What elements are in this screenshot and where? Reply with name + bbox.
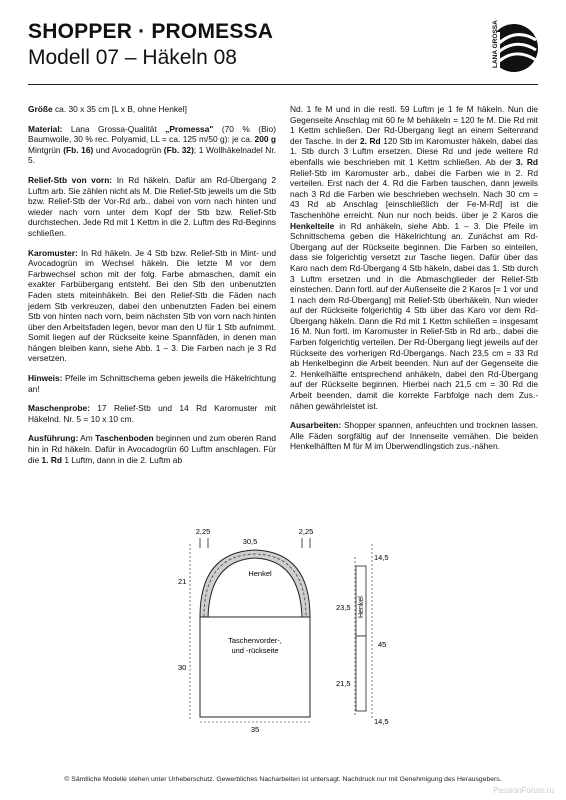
- logo-text: LANA GROSSA: [492, 20, 499, 68]
- maschenprobe-paragraph: Maschenprobe: 17 Relief-Stb und 14 Rd Karomuster mit Häkelnd. Nr. 5 = 10 x 10 cm.: [28, 403, 276, 424]
- page-subtitle: Modell 07 – Häkeln 08: [28, 46, 237, 69]
- page-title: SHOPPER · PROMESSA: [28, 20, 274, 43]
- side-top-dim: 14,5: [374, 553, 389, 562]
- groesse-paragraph: Größe ca. 30 x 35 cm [L x B, ohne Henkel]: [28, 104, 187, 114]
- body-label-2: und -rückseite: [231, 646, 279, 655]
- side-bottom-dim: 14,5: [374, 717, 389, 726]
- body-label-1: Taschenvorder-,: [228, 636, 282, 645]
- handle-shape: [200, 550, 310, 617]
- dim-bottom-width: 35: [250, 725, 260, 732]
- hinweis-paragraph: Hinweis: Pfeile im Schnittschema geben jeweils die Häkelrichtung an!: [28, 373, 276, 394]
- side-dim-23: 23,5: [336, 603, 351, 612]
- side-handle-label: Henkel: [358, 596, 365, 618]
- instructions-paragraph: Nd. 1 fe M und in die restl. 59 Luftm je 1 fe M häkeln. Nun die Gegenseite Anschlag mit 60 fe M behäkeln = 120 fe M. Die Rd mit 1 Kettm schließen. Der Rd-Übergang liegt an einem Seitenrand der Tasche. In der 2. Rd 120 Stb im Karomuster häkeln, dabei das 1. Stb durch 3 Luftm ersetzen. Diese Rd und jede weitere Rd ebenfalls wie beschrieben mit 1 Kettm schließen. Ab der 3. Rd Relief-Stb im Karomuster arb., dabei die Farben wie in 2. Rd verteilen. Erst nach der 4. Rd die Farben tauschen, dann jeweils nach 3 Rd die Farben wie beschrieben wechseln. Nach 30 cm = 43 Rd ab Anschlag [einschließlich der Fe-M-Rd] ist die Taschenhöhe erreicht. Nun nur noch beids. über je 2 Karos die Henkelteile in Rd anhäkeln, siehe Abb. 1 – 3. Die Pfeile im Schnittschema geben die Häkelrichtung an. Zunächst am Rd-Übergang auf der Rückseite beginnen. Die Farben so einteilen, dass sie folgerichtig versetzt zur Tasche liegen. Dafür über das Karo nach dem Rd-Übergang 4 Stb häkeln, dabei das 1. Stb durch 3 Luftm ersetzen und in die Abmaschglieder der Relief-Stb einstechen. Dann fortl. auf der Außenseite die 2 Karos [= 1 vor und 1 nach dem Rd-Übergang] mit Relief-Stb überhäkeln. Nun wieder auf der Rückseite folgerichtig 4 Stb über das Karo vor dem Rd-Übergang häkeln. Dann die Rd mit 1 Kettm schließen = insgesamt 16 M. Nun fortl. im Karomuster in Relief-Stb in Rd arb., dabei die Farben folgerichtig verteilen. Der Rd-Übergang liegt jeweils auf der Rückseite des vorherigen Rd-Übergangs. Nach 23,5 cm = 33 Rd ab Henkelbeginn die Arbeit beenden. Nun auf der Gegenseite die 2. Henkelhälfte entsprechend anhäkeln, dabei den Rd-Übergang auf der Rückseite beginnen. Hierbei nach 21,5 cm = 30 Rd die Arbeit beenden, damit die korrekte Farbfolge nach dem Zus.-nähen gewährleistet ist.: [290, 104, 538, 411]
- ausarbeiten-paragraph: Ausarbeiten: Shopper spannen, anfeuchten und trocknen lassen. Alle Fäden sorgfältig auf der Innenseite vernähen. Die beiden Henkelhälften M für M im Überwendlingstich zus.-nähen.: [290, 420, 538, 452]
- lana-grossa-logo: [486, 18, 538, 76]
- dim-top-left: 2,25: [195, 527, 211, 536]
- header-divider: [28, 84, 538, 85]
- side-dim-21: 21,5: [336, 679, 351, 688]
- material-paragraph: Material: Lana Grossa-Qualität „Promessa" (70 % (Bio) Baumwolle, 30 % rec. Polyamid, LL = ca. 125 m/50 g): je ca. 200 g Mintgrün (Fb. 16) und Avocadogrün (Fb. 32); 1 Wollhäkelnadel Nr. 5.: [28, 123, 277, 166]
- pattern-schematic: [150, 522, 420, 732]
- karomuster-paragraph: Karomuster: In Rd häkeln. Je 4 Stb bzw. Relief-Stb in Mint- und Avocadogrün im Wechsel häkeln. Die letzte M vor dem Farbwechsel schon mit der folg. Farbe abmaschen, damit ein exakter Farbübergang entsteht. Bei den Stb den unbenutzten Faden stets miteinhäkeln. Bei den Relief-Stb die Fäden nach jedem Stb verkreuzen, dabei den unbenutzten Faden bei einem Stb von hinten nach vorn, beim nächsten Stb von vorn nach hinten über den Arbeitsfaden legen, bevor man den U für 1 Stb aufnimmt. Somit liegen auf der Rückseite keine Spannfäden, in denen man hängen bleiben kann, siehe Abb. 1 – 3. Die Farben nach je 3 Rd versetzen.: [28, 247, 276, 364]
- dim-handle-height: 21: [178, 577, 187, 586]
- ausfuehrung-paragraph: Ausführung: Am Taschenboden beginnen und zum oberen Rand hin in Rd häkeln. Dafür in Avocadogrün 60 Luftm anschlagen. Für die 1. Rd 1 Luftm, dann in die 2. Luftm ab: [28, 433, 276, 465]
- right-column: [290, 104, 538, 461]
- watermark: PassionForum.ru: [493, 786, 554, 795]
- left-column: [28, 104, 276, 474]
- dim-body-height: 30: [178, 663, 187, 672]
- dim-top-middle: 30,5: [242, 537, 258, 546]
- side-dim-45: 45: [378, 640, 387, 649]
- copyright-footer: © Sämtliche Modelle stehen unter Urheberschutz. Gewerbliches Nacharbeiten ist untersagt. Nachdruck nur mit Genehmigung des Herausgebers.: [64, 776, 502, 783]
- side-body-strip: [356, 636, 366, 711]
- dim-top-right: 2,25: [298, 527, 314, 536]
- relief-paragraph: Relief-Stb von vorn: In Rd häkeln. Dafür am Rd-Übergang 2 Luftm arb. Sie zählen nicht als M. Die Relief-Stb jeweils um die Stb bzw. Relief-Stb der Vor-Rd arb., dabei von vorn nach hinten und wieder nach vorn unter dem Kopf der Stb bzw. Relief-Stb durchstechen. Jede Rd mit 1 Kettm in die 2. Luftm des Rd-Beginns schließen.: [28, 174, 276, 238]
- bag-body: [200, 617, 310, 717]
- handle-label: Henkel: [248, 569, 272, 578]
